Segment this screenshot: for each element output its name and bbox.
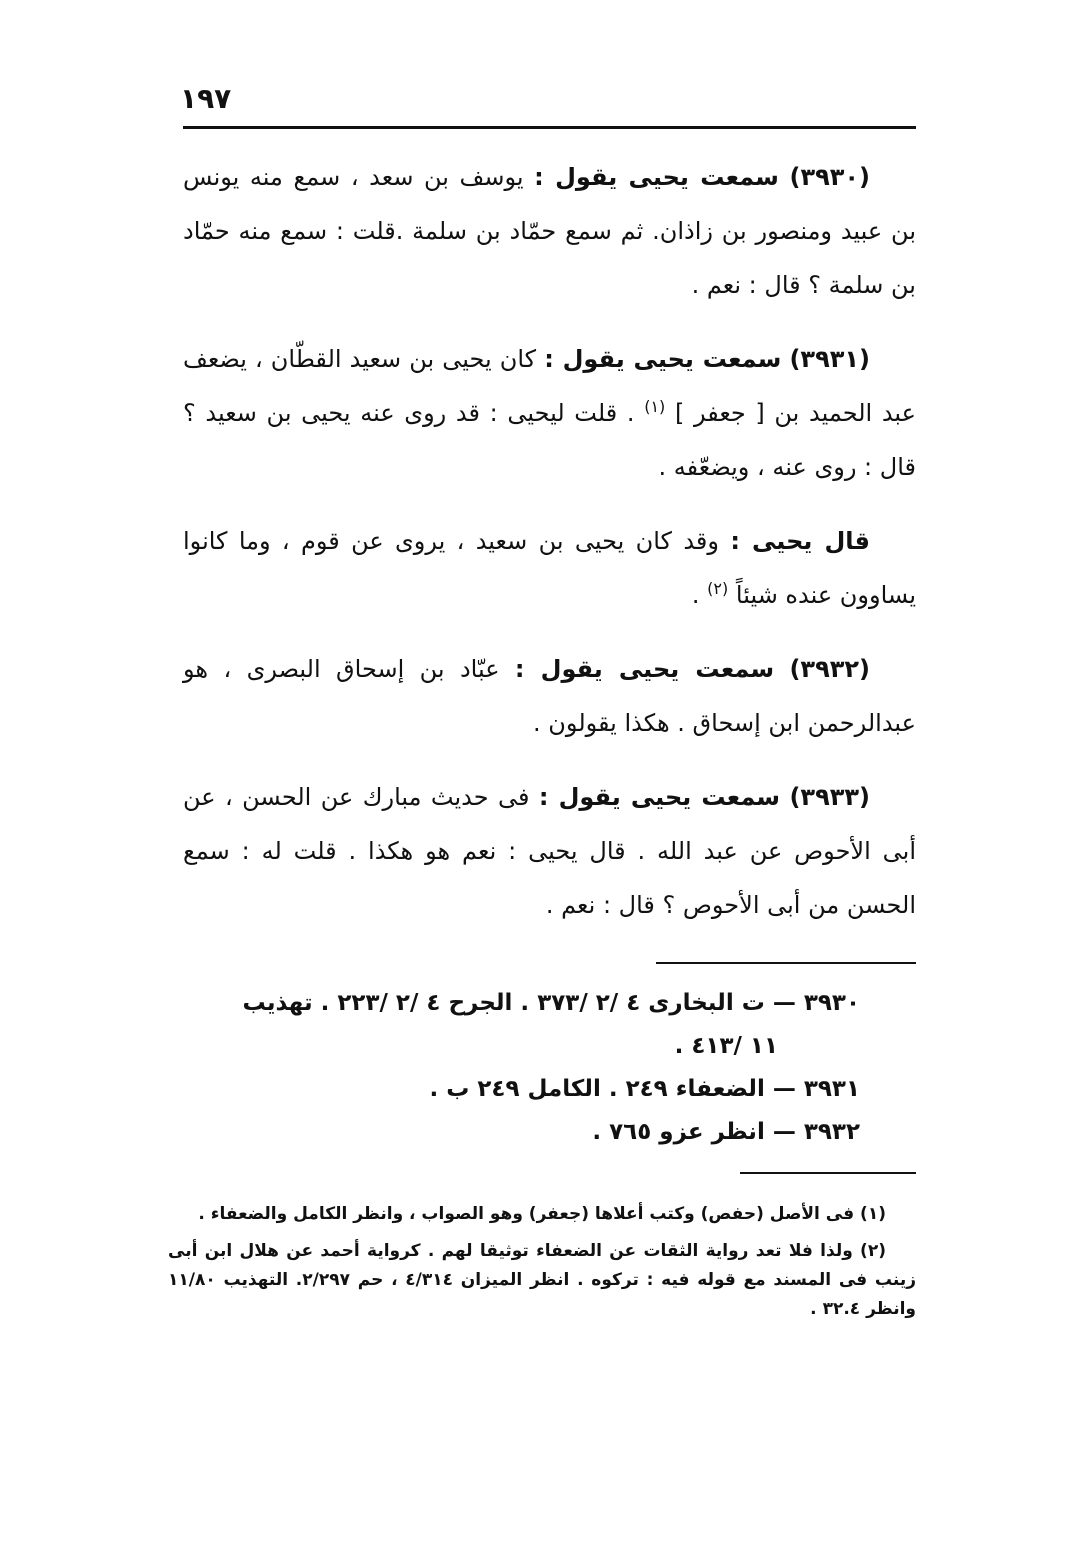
- entry-text: عبّاد بن إسحاق البصرى ، هو عبدالرحمن ابن إسحاق . هكذا يقولون .: [183, 655, 916, 737]
- entry-speaker: قال يحيى :: [730, 527, 870, 555]
- entry-number: (٣٩٣٣): [789, 783, 870, 811]
- entry-text-continued: .: [691, 581, 700, 609]
- entry-speaker: سمعت يحيى يقول :: [538, 783, 781, 811]
- page-number: ١٩٧: [180, 82, 232, 115]
- footnote: (١) فى الأصل (حفص) وكتب أعلاها (جعفر) وهو الصواب ، وانظر الكامل والضعفاء .: [198, 1204, 886, 1224]
- source-line: ٣٩٣٢ — انظر عزو ٧٦٥ .: [592, 1119, 860, 1145]
- main-text: [183, 150, 916, 952]
- footnote: (٢) ولذا فلا تعد رواية الثقات عن الضعفاء توثيقا لهم . كرواية أحمد عن هلال ابن أبى زينب فى المسند مع قوله فيه : تركوه . انظر الميزان ٤/٣١٤ ، حم ٢/٢٩٧. التهذيب ١١/٨٠ وانظر ٣٢.٤ .: [168, 1241, 917, 1319]
- entry-text-continued: . قلت ليحيى : قد روى عنه يحيى بن سعيد ؟ قال : روى عنه ، ويضعّفه .: [183, 399, 916, 481]
- source-line: ٣٩٣٠ — ت البخارى ٤ /٢ /٣٧٣ . الجرح ٤ /٢ /٢٢٣ . تهذيب: [242, 990, 860, 1016]
- entry-text: كان يحيى بن سعيد القطّان ، يضعف عبد الحميد بن [ جعفر ]: [183, 345, 916, 427]
- entry-speaker: سمعت يحيى يقول :: [544, 345, 782, 373]
- entry-3933: [183, 770, 916, 932]
- entry-speaker: سمعت يحيى يقول :: [534, 163, 779, 191]
- entry-text: وقد كان يحيى بن سعيد ، يروى عن قوم ، وما كانوا يساوون عنده شيئاً: [183, 527, 916, 609]
- sources-rule: [656, 962, 916, 964]
- entry-number: (٣٩٣٢): [789, 655, 870, 683]
- footnotes-block: [168, 1200, 916, 1332]
- header-rule: [183, 126, 916, 129]
- entry-3932: [183, 642, 916, 750]
- entry-text: يوسف بن سعد ، سمع منه يونس بن عبيد ومنصور بن زاذان. ثم سمع حمّاد بن سلمة .قلت : سمع منه حمّاد بن سلمة ؟ قال : نعم .: [183, 163, 916, 299]
- source-line: ٣٩٣١ — الضعفاء ٢٤٩ . الكامل ٢٤٩ ب .: [429, 1076, 860, 1102]
- entry-speaker: سمعت يحيى يقول :: [514, 655, 775, 683]
- entry-number: (٣٩٣١): [789, 345, 870, 373]
- entry-number: (٣٩٣٠): [789, 163, 870, 191]
- source-line: ١١ /٤١٣ .: [674, 1033, 778, 1059]
- sources-block: [240, 982, 860, 1154]
- footnote-rule: [740, 1172, 916, 1174]
- entry-3930: [183, 150, 916, 312]
- entry-3931: [183, 332, 916, 494]
- footnote-ref: (١): [644, 397, 666, 416]
- entry-3931-remark: [183, 514, 916, 622]
- footnote-ref: (٢): [707, 579, 729, 598]
- entry-text: فى حديث مبارك عن الحسن ، عن أبى الأحوص عن عبد الله . قال يحيى : نعم هو هكذا . قلت له : سمع الحسن من أبى الأحوص ؟ قال : نعم .: [183, 783, 916, 919]
